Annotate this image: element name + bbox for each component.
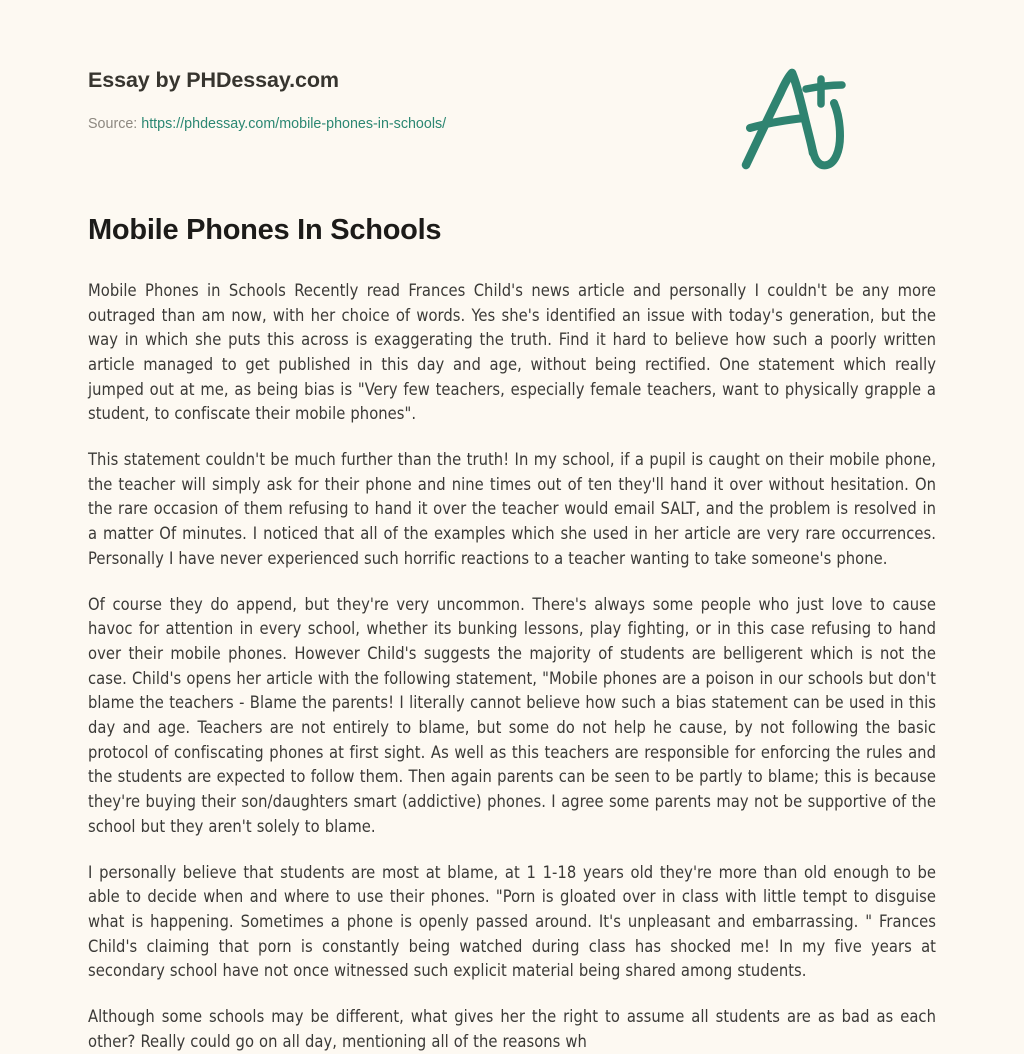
article-body [88,248,936,1054]
page-header [88,0,936,132]
page-title: Mobile Phones In Schools [88,214,442,246]
source-label: Source: [88,115,142,132]
source-line [88,115,936,134]
source-url-link[interactable]: https://phdessay.com/mobile-phones-in-schools/ [141,115,447,132]
brand-title: Essay by PHDessay.com [88,68,339,92]
paragraph: This statement couldn't be much further than the truth! In my school, if a pupil is caught on their mobile phone, the teacher will simply ask for their phone and nine times out of ten they'll hand it over without hesitation. On the rare occasion of them refusing to hand it over the teacher would email SALT, and the problem is resolved in a matter Of minutes. I noticed that all of the examples which she used in her article are very rare occurrences. Personally I have never experienced such horrific reactions to a teacher wanting to take someone's phone. [88,450,936,568]
paragraph: Of course they do append, but they're very uncommon. There's always some people who just love to cause havoc for attention in every school, whether its bunking lessons, play fighting, or in this case refusing to hand over their mobile phones. However Child's suggests the majority of students are belligerent which is not the case. Child's opens her article with the following statement, "Mobile phones are a poison in our schools but don't blame the teachers - Blame the parents! I literally cannot believe how such a bias statement can be used in this day and age. Teachers are not entirely to blame, but some do not help he cause, by not following the basic protocol of confiscating phones at first sight. As well as this teachers are responsible for enforcing the rules and the students are expected to follow them. Then again parents can be seen to be partly to blame; this is because they're buying their son/daughters smart (addictive) phones. I agree some parents may not be supportive of the school but they aren't solely to blame. [88,594,936,836]
paragraph: Mobile Phones in Schools Recently read Frances Child's news article and personally I couldn't be any more outraged than am now, with her choice of words. Yes she's identified an issue with today's generation, but the way in which she puts this across is exaggerating the truth. Find it hard to believe how such a poorly written article managed to get published in this day and age, without being rectified. One statement which really jumped out at me, as being bias is "Very few teachers, especially female teachers, want to physically grapple a student, to confiscate their mobile phones". [88,280,936,424]
paragraph: Although some schools may be different, what gives her the right to assume all students are as bad as each other? Really could go on all day, mentioning all of the reasons wh [88,1007,936,1051]
paragraph: I personally believe that students are most at blame, at 1 1-18 years old they're more than old enough to be able to decide when and where to use their phones. "Porn is gloated over in class with little tempt to disguise what is happening. Sometimes a phone is openly passed around. It's unpleasant and embarrassing. " Frances Child's claiming that porn is constantly being watched during class has shocked me! In my five years at secondary school have not once witnessed such explicit material being shared among students. [88,862,936,981]
